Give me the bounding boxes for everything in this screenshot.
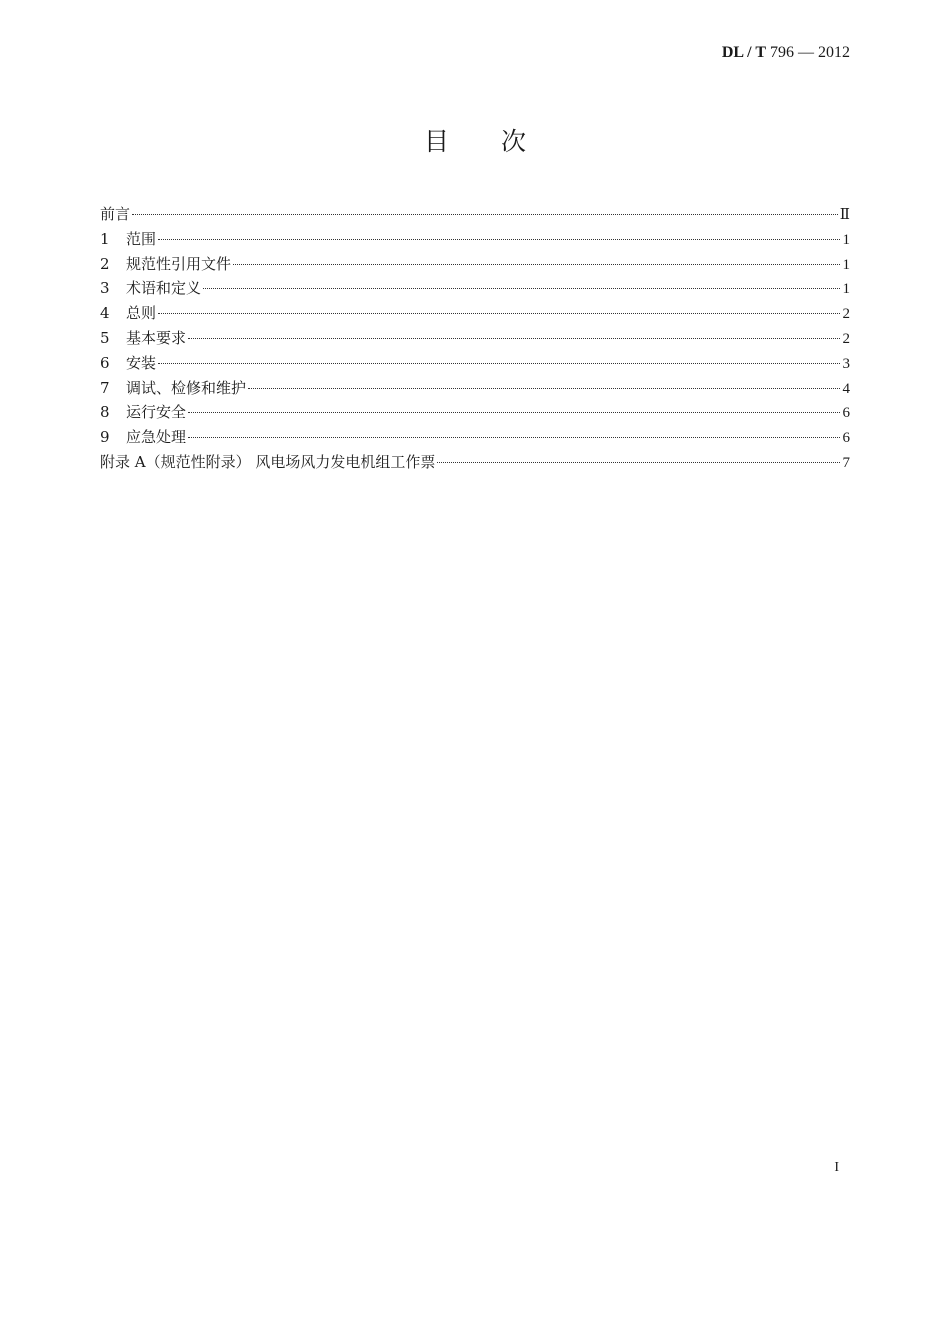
toc-leader-dots (188, 437, 840, 438)
toc-entry-page: 6 (842, 430, 850, 447)
toc-leader-dots (437, 462, 840, 463)
toc-leader-dots (158, 239, 840, 240)
toc-entry-page: 1 (842, 281, 850, 298)
toc-leader-dots (158, 363, 840, 364)
toc-leader-dots (158, 313, 840, 314)
toc-entry-number: 7 (100, 378, 110, 397)
toc-entry-number: 4 (100, 304, 110, 323)
page-title: 目次 (423, 127, 578, 156)
toc-leader-dots (188, 338, 840, 339)
toc-entry-8[interactable] (100, 400, 850, 425)
toc-entry-label: 附录 A（规范性附录） 风电场风力发电机组工作票 (100, 452, 436, 471)
toc-entry-page: 2 (842, 306, 850, 323)
toc-entry-label: 范围 (126, 229, 157, 248)
document-code-number: 796 — 2012 (766, 44, 850, 61)
toc-entry-number: 8 (100, 403, 110, 422)
toc-entry-label: 前言 (100, 205, 131, 223)
table-of-contents (100, 202, 850, 475)
toc-entry-preface[interactable] (100, 202, 850, 227)
toc-entry-number: 1 (100, 229, 110, 248)
toc-entry-appendix-a[interactable] (100, 450, 850, 475)
toc-entry-page: 3 (842, 355, 850, 372)
document-code-prefix: DL / T (721, 44, 766, 61)
toc-leader-dots (132, 214, 838, 215)
toc-entry-6[interactable] (100, 351, 850, 376)
toc-leader-dots (248, 388, 840, 389)
toc-entry-label: 应急处理 (126, 428, 187, 447)
toc-entry-1[interactable] (100, 227, 850, 252)
toc-entry-number: 5 (100, 328, 110, 347)
toc-entry-number: 6 (100, 353, 110, 372)
toc-entry-page: 7 (842, 454, 850, 471)
toc-entry-label: 术语和定义 (126, 279, 202, 298)
toc-entry-page: Ⅱ (839, 207, 850, 223)
toc-entry-page: 2 (842, 330, 850, 347)
toc-entry-label: 总则 (126, 304, 157, 323)
toc-leader-dots (188, 412, 840, 413)
toc-leader-dots (233, 264, 840, 265)
toc-entry-number: 3 (100, 279, 110, 298)
toc-entry-page: 4 (842, 380, 850, 397)
page-number: I (834, 1160, 839, 1175)
toc-entry-label: 运行安全 (126, 403, 187, 422)
toc-entry-label: 安装 (126, 353, 157, 372)
toc-entry-label: 调试、检修和维护 (126, 378, 247, 397)
toc-entry-number: 9 (100, 428, 110, 447)
toc-entry-page: 6 (842, 405, 850, 422)
toc-entry-9[interactable] (100, 425, 850, 450)
toc-entry-7[interactable] (100, 376, 850, 401)
toc-entry-page: 1 (842, 231, 850, 248)
toc-entry-2[interactable] (100, 252, 850, 277)
toc-entry-label: 规范性引用文件 (126, 254, 232, 273)
document-code (722, 44, 850, 62)
toc-entry-3[interactable] (100, 276, 850, 301)
toc-entry-label: 基本要求 (126, 328, 187, 347)
toc-entry-page: 1 (842, 256, 850, 273)
toc-leader-dots (203, 288, 840, 289)
toc-entry-5[interactable] (100, 326, 850, 351)
toc-entry-number: 2 (100, 254, 110, 273)
toc-entry-4[interactable] (100, 301, 850, 326)
